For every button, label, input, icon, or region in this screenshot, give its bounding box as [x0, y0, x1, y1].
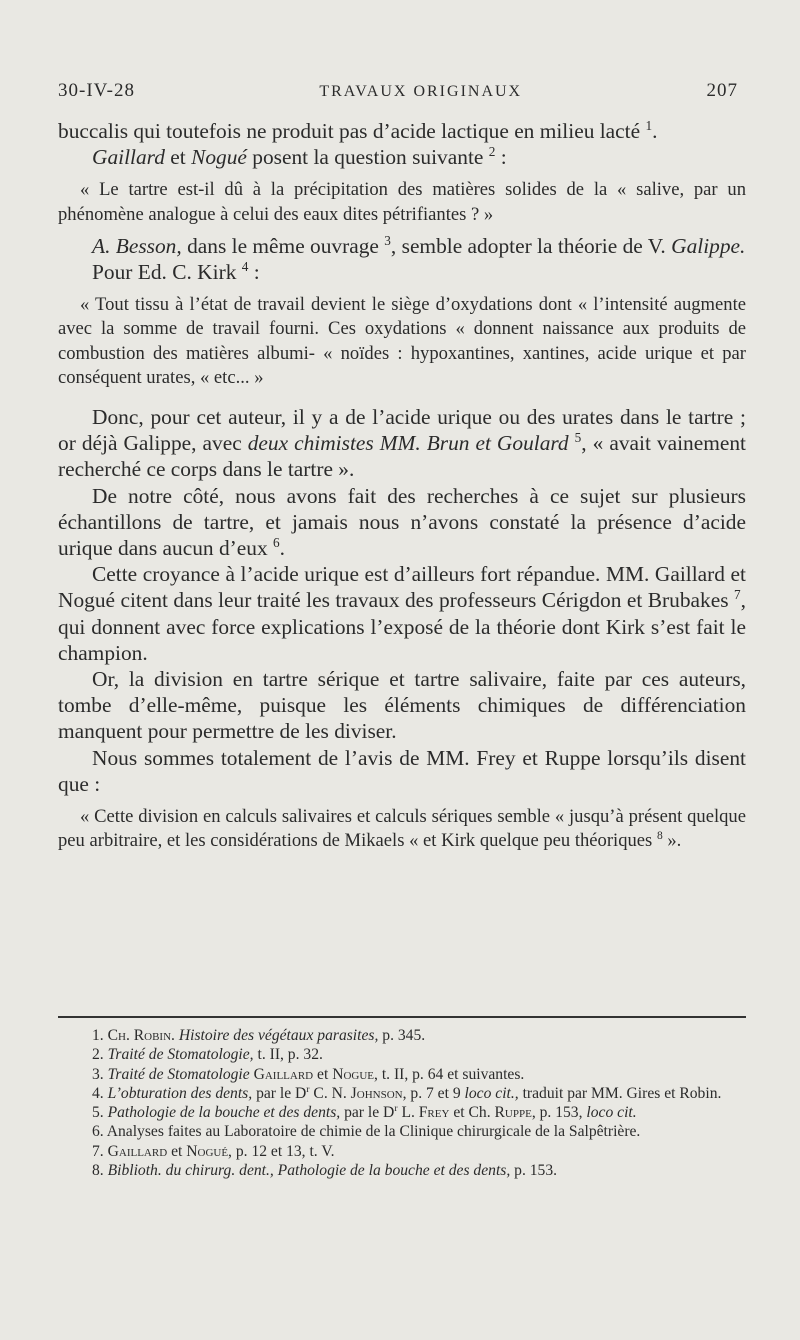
footnote-number: 1. — [92, 1027, 104, 1044]
footnote-number: 7. — [92, 1142, 104, 1160]
paragraph-7-text-b: , qui donnent avec force explications l’exposé de la théorie dont Kirk s’est fait le champion. — [58, 588, 746, 665]
footnote-title: L’obturation des dents, — [107, 1084, 253, 1102]
footnote-3 — [58, 1065, 746, 1084]
footnote-page: , p. 12 et 13, t. V. — [228, 1142, 335, 1160]
paragraph-4 — [58, 259, 746, 285]
footnote-number: 5. — [92, 1104, 104, 1122]
footnote-text: Analyses faites au Laboratoire de chimie de la Clinique chirurgicale de la Salpêtrière. — [106, 1123, 641, 1141]
paragraph-6 — [58, 483, 746, 562]
paragraph-5 — [58, 404, 746, 483]
footnotes — [58, 1026, 746, 1180]
footnote-loco: loco cit. — [586, 1104, 637, 1122]
footnote-title: Pathologie de la bouche et des dents, — [107, 1104, 341, 1122]
footnote-title: Histoire des végétaux parasites, — [178, 1027, 379, 1044]
footnote-conjunction: et — [171, 1142, 183, 1160]
footnote-ref-8[interactable]: 8 — [656, 830, 663, 843]
footnote-page: p. 153. — [514, 1162, 558, 1180]
quote-3 — [58, 805, 746, 853]
footnote-ref-3[interactable]: 3 — [384, 232, 391, 248]
paragraph-6-text: De notre côté, nous avons fait des recherches à ce sujet sur plusieurs échantillons de tartre, et jamais nous n’avons constaté la présence d’acide urique dans aucun d’eux — [58, 483, 746, 561]
footnote-author: Ch. Robin. — [107, 1027, 175, 1044]
footnote-author: C. N. Johnson — [313, 1084, 403, 1102]
paragraph-2: Gaillard et Nogué posent la question suivante $^2$ : — [92, 144, 507, 170]
footnote-ref-1[interactable]: 1 — [645, 117, 653, 133]
footnote-page: p. 345. — [382, 1027, 426, 1044]
footnote-7 — [58, 1142, 746, 1161]
paragraph-5-text-b: , « avait vainement recherché ce corps dans le tartre ». — [58, 431, 746, 482]
footnote-6 — [58, 1122, 746, 1141]
footnote-author: Gaillard — [107, 1142, 168, 1160]
footnote-loco: loco cit., — [464, 1084, 519, 1102]
footnote-ref-7[interactable]: 7 — [734, 587, 741, 603]
paragraph-4-text: Pour Ed. C. Kirk — [92, 260, 237, 285]
footnote-page: t. II, p. 32. — [257, 1046, 323, 1064]
footnote-title: Biblioth. du chirurg. dent., Pathologie de la bouche et des dents, — [107, 1162, 511, 1180]
quote-2: « Tout tissu à l’état de travail devient le siège d’oxydations dont « l’intensité augmente avec la somme de travail fourni. Ces oxydations « donnent naissance aux produits de combustion des matières albumi- « noïdes : hypoxantines, xantines, acide urique et par conséquent urates, « etc... » — [58, 294, 746, 388]
footnote-ref-6[interactable]: 6 — [273, 534, 280, 550]
paragraph-8: Or, la division en tartre sérique et tartre salivaire, faite par ces auteurs, tombe d’elle-même, puisque les éléments chimiques de différenciation manquent pour permettre de les diviser. — [58, 667, 746, 744]
footnote-number: 3. — [92, 1065, 104, 1083]
footnote-page: , t. II, p. 64 et suivantes. — [374, 1065, 525, 1083]
quote-1: « Le tartre est-il dû à la précipitation des matières solides de la « salive, par un phénomène analogue à celui des eaux dites pétrifiantes ? » — [58, 179, 746, 225]
paragraph-3-text-b: , semble adopter la théorie de V. — [390, 233, 666, 258]
paragraph-1: buccalis qui toutefois ne produit pas d’acide lactique en milieu lacté $^1$. — [58, 117, 658, 143]
paragraph-9: Nous sommes totalement de l’avis de MM. Frey et Ruppe lorsqu’ils disent que : — [58, 745, 746, 796]
quote-close: ». — [667, 830, 682, 852]
quote-3-text: « Cette division en calculs salivaires et calculs sériques semble « jusqu’à présent quelque peu arbitraire, et les considérations de Mikaels « et Kirk quelque peu théoriques — [58, 806, 746, 852]
footnote-number: 2. — [92, 1046, 104, 1064]
footnote-text: et Ch. — [453, 1104, 491, 1122]
author-galippe: Galippe. — [671, 233, 746, 258]
footnote-text: , p. 7 et 9 — [402, 1084, 461, 1102]
conjunction: et — [170, 145, 186, 170]
author-nogue: Nogué — [191, 145, 247, 170]
footnote-number: 4. — [92, 1084, 104, 1102]
paragraph-1-text: buccalis qui toutefois ne produit pas d’acide lactique en milieu lacté — [58, 119, 641, 143]
period: . — [279, 536, 286, 561]
header-date: 30-IV-28 — [58, 80, 135, 101]
paragraph-7-text-a: Cette croyance à l’acide urique est d’ailleurs fort répandue. MM. Gaillard et Nogué citent dans leur traité les travaux des professeurs Cérigdon et Brubakes — [58, 562, 746, 613]
footnote-5 — [58, 1103, 746, 1122]
main-text — [58, 118, 746, 859]
paragraph-2-text: posent la question suivante — [252, 145, 484, 170]
footnote-separator — [58, 1016, 746, 1018]
footnote-1 — [58, 1026, 746, 1045]
footnote-superscript: r — [306, 1083, 310, 1095]
footnote-title: Traité de Stomatologie, — [107, 1046, 254, 1064]
paragraph-5-text-a: Donc, pour cet auteur, il y a de l’acide urique ou des urates dans le tartre ; or déjà Galippe, avec — [58, 405, 746, 456]
footnote-text: traduit par MM. Gires et Robin. — [522, 1084, 722, 1102]
footnote-4 — [58, 1084, 746, 1103]
footnote-ref-2[interactable]: 2 — [488, 144, 496, 160]
footnote-superscript: r — [394, 1103, 398, 1114]
header-title: TRAVAUX ORIGINAUX — [319, 83, 523, 100]
footnote-8 — [58, 1161, 746, 1180]
paragraph-5-italic: deux chimistes MM. Brun et Goulard — [247, 431, 569, 456]
author-besson: A. Besson, — [92, 233, 182, 258]
paragraph-3-text-a: dans le même ouvrage — [187, 233, 379, 258]
footnote-conjunction: et — [317, 1065, 329, 1083]
author-gaillard: Gaillard — [92, 145, 165, 170]
footnote-author: Gaillard — [253, 1065, 314, 1083]
footnote-ref-4[interactable]: 4 — [241, 258, 249, 274]
footnote-author: Nogué — [186, 1142, 229, 1160]
footnote-author: Ruppe — [494, 1104, 532, 1122]
page-number: 207 — [706, 80, 738, 101]
footnote-page: , p. 153, — [531, 1104, 583, 1122]
running-header — [58, 80, 738, 102]
footnote-number: 8. — [92, 1162, 104, 1180]
footnote-author: Nogue — [332, 1065, 375, 1083]
footnote-ref-5[interactable]: 5 — [574, 430, 582, 446]
paragraph-7 — [58, 561, 746, 666]
footnote-number: 6. — [92, 1123, 104, 1141]
footnote-text: par le D — [344, 1104, 395, 1122]
footnote-title: Traité de Stomatologie — [107, 1065, 250, 1083]
colon: : — [253, 260, 260, 285]
paragraph-3 — [58, 233, 746, 259]
footnote-2 — [58, 1045, 746, 1064]
footnote-author: L. Frey — [401, 1104, 450, 1122]
footnote-text: par le D — [256, 1084, 307, 1102]
